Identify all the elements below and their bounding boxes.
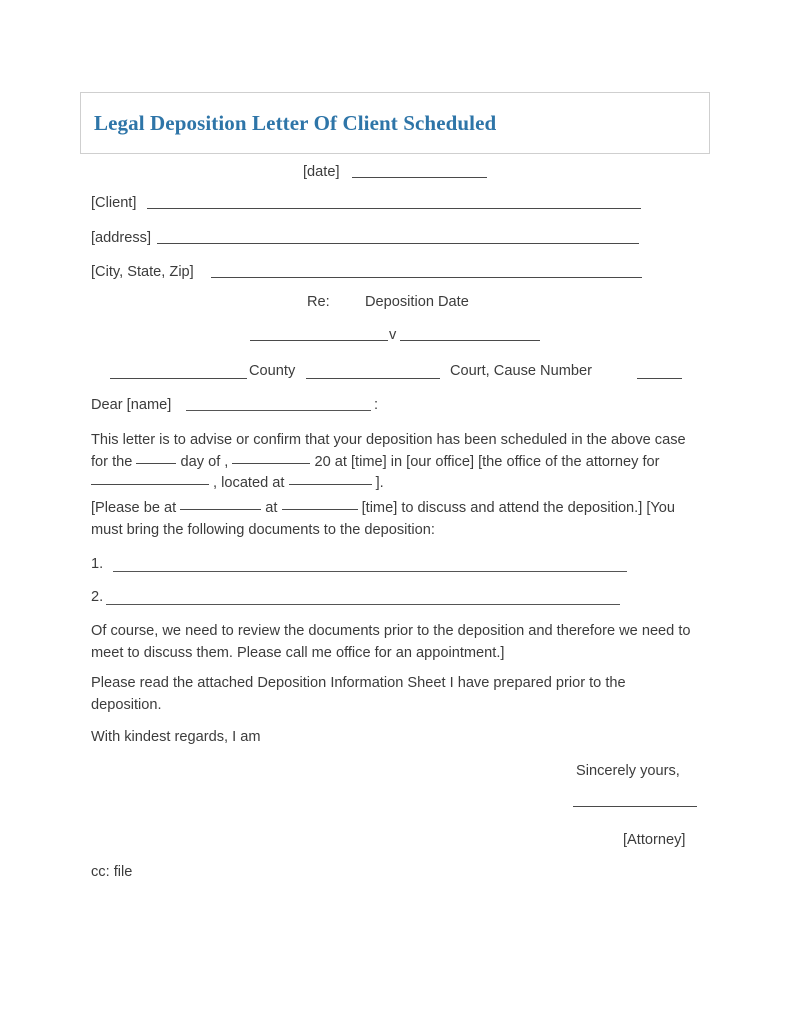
closing-signer: [Attorney] — [623, 832, 686, 848]
blank-month — [232, 463, 310, 464]
subject-prefix: Re: — [307, 294, 330, 310]
closing-sign-off: Sincerely yours, — [576, 763, 680, 779]
salutation-text: Dear [name] — [91, 397, 172, 413]
caption-county-label: County — [249, 363, 296, 379]
body-paragraph-5: With kindest regards, I am — [91, 729, 261, 745]
document-title-box — [80, 92, 710, 154]
blank-day — [136, 463, 176, 464]
blank-location — [289, 484, 372, 485]
blank-opposing-party — [91, 484, 209, 485]
blank-arrival-time — [282, 509, 358, 510]
caption-court-rule — [306, 378, 440, 379]
caption-county-rule — [110, 378, 247, 379]
body-paragraph-2-part-2: at — [261, 500, 282, 516]
body-paragraph-1-part-2: day of , — [176, 453, 233, 470]
date-label: [date] — [303, 164, 340, 180]
document-item-2-rule — [106, 604, 620, 605]
footer-cc: cc: file — [91, 864, 133, 880]
document-item-2-number: 2. — [91, 589, 104, 605]
salutation-blank-rule — [186, 410, 371, 411]
caption-cause-number-rule — [637, 378, 682, 379]
caption-defendant-rule — [400, 340, 540, 341]
body-paragraph-4: Please read the attached Deposition Information Sheet I have prepared prior to the deposition. — [91, 675, 626, 713]
body-paragraph-2 — [91, 498, 699, 541]
body-paragraph-1-part-4: , located at — [209, 475, 289, 491]
recipient-address-label: [address] — [91, 230, 152, 246]
date-blank-rule — [352, 177, 487, 178]
signature-line-rule — [573, 806, 697, 807]
caption-court-label: Court, Cause Number — [450, 363, 592, 379]
page-title: Legal Deposition Letter Of Client Scheduled — [94, 110, 497, 135]
body-paragraph-1-part-1: This letter is to advise or confirm that your deposition has been scheduled in the above case for the — [91, 432, 686, 470]
recipient-client-rule — [147, 208, 641, 209]
caption-versus: v — [389, 327, 397, 343]
salutation-colon: : — [374, 397, 379, 413]
caption-plaintiff-rule — [250, 340, 388, 341]
recipient-city-rule — [211, 277, 642, 278]
recipient-city-state-zip-label: [City, State, Zip] — [91, 264, 194, 280]
body-paragraph-3: Of course, we need to review the documents prior to the deposition and therefore we need to meet to discuss them. Please call me office for an appointment.] — [91, 623, 691, 661]
document-item-1-rule — [113, 571, 627, 572]
body-paragraph-1 — [91, 430, 699, 495]
blank-arrival-place — [180, 509, 261, 510]
document-item-1-number: 1. — [91, 556, 104, 572]
body-paragraph-2-part-1: [Please be at — [91, 500, 181, 516]
subject-value: Deposition Date — [365, 294, 469, 310]
body-paragraph-1-part-3: 20 at [time] in [our office] [the office of the attorney for — [310, 453, 660, 470]
body-paragraph-1-part-5: ]. — [371, 475, 384, 491]
body-paragraph-2-part-3: [time] to discuss and attend the deposition.] [You must bring the following documents to the deposition: — [91, 500, 676, 538]
recipient-address-rule — [157, 243, 639, 244]
recipient-client-label: [Client] — [91, 195, 137, 211]
